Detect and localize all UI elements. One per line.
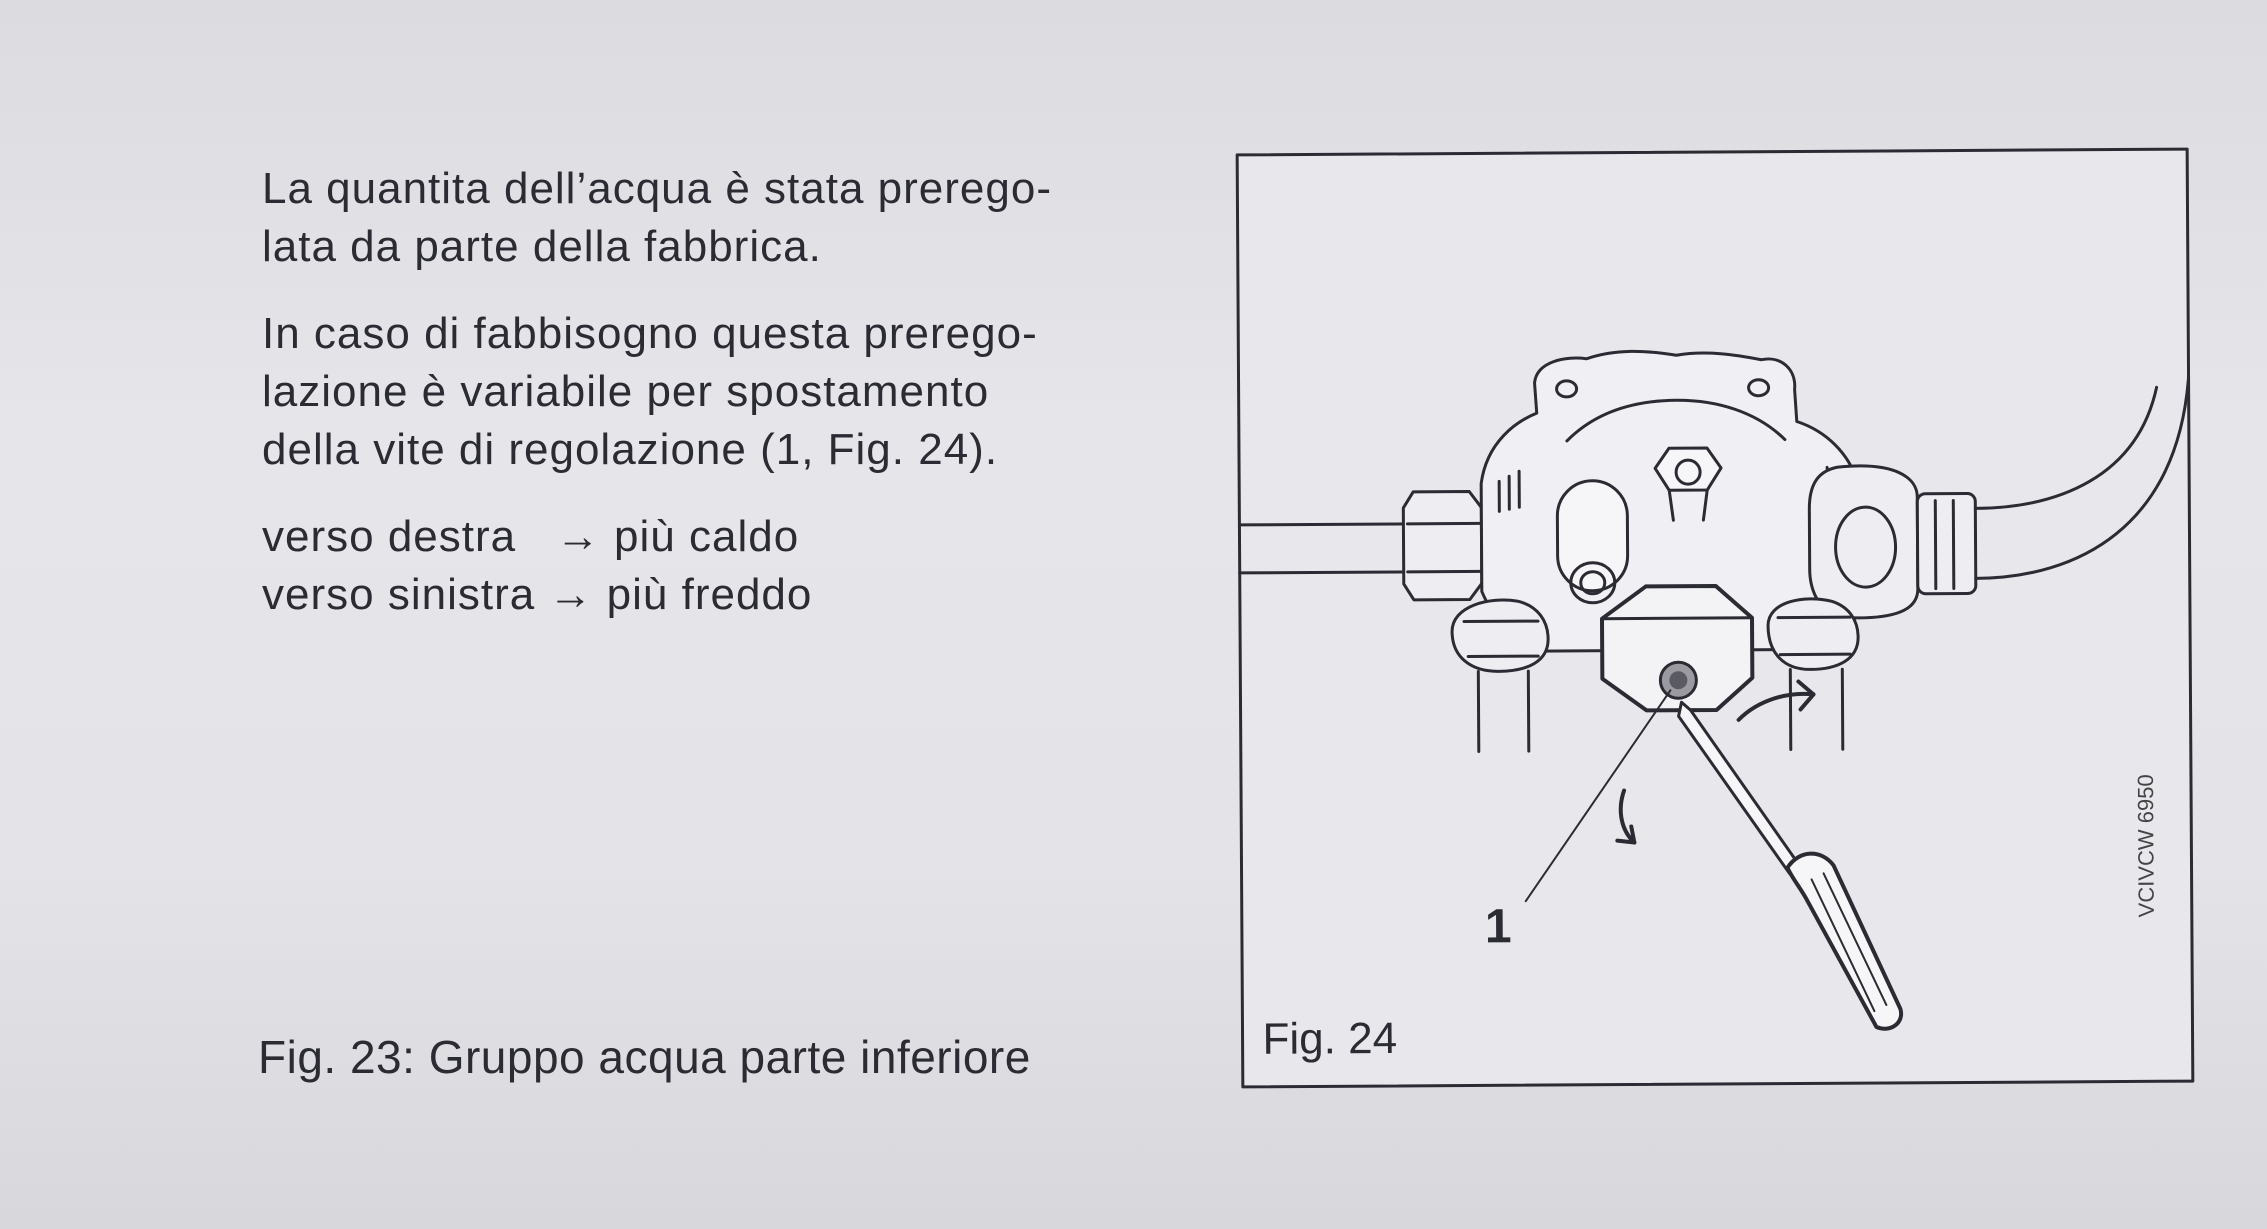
paragraph-factory-preset — [262, 160, 1052, 276]
direction-left — [262, 566, 812, 624]
paragraph-adjustment — [262, 305, 1038, 479]
figure-reference-code: VCIVCW 6950 — [2132, 774, 2159, 918]
callout-number: 1 — [1484, 900, 1512, 954]
text-line: della vite di regolazione (1, Fig. 24). — [262, 425, 999, 474]
direction-side: verso sinistra — [262, 570, 536, 619]
text-line: In caso di fabbisogno questa prerego- — [262, 309, 1038, 358]
text-line: lazione è variabile per spostamento — [262, 367, 990, 416]
figure-24 — [1235, 147, 2197, 1091]
arrow-right-icon: → — [555, 512, 601, 561]
direction-result: più freddo — [606, 570, 813, 619]
water-valve-illustration — [1235, 147, 2197, 1091]
direction-right — [262, 508, 812, 566]
arrow-right-icon: → — [548, 570, 594, 619]
direction-list — [262, 508, 812, 624]
figure-23-caption: Fig. 23: Gruppo acqua parte inferiore — [258, 1031, 1031, 1083]
text-line: lata da parte della fabbrica. — [262, 222, 822, 271]
direction-result: più caldo — [614, 512, 800, 561]
figure-24-label: Fig. 24 — [1262, 1013, 1398, 1064]
direction-side: verso destra — [262, 512, 517, 561]
text-line: La quantita dell’acqua è stata prerego- — [262, 164, 1052, 213]
